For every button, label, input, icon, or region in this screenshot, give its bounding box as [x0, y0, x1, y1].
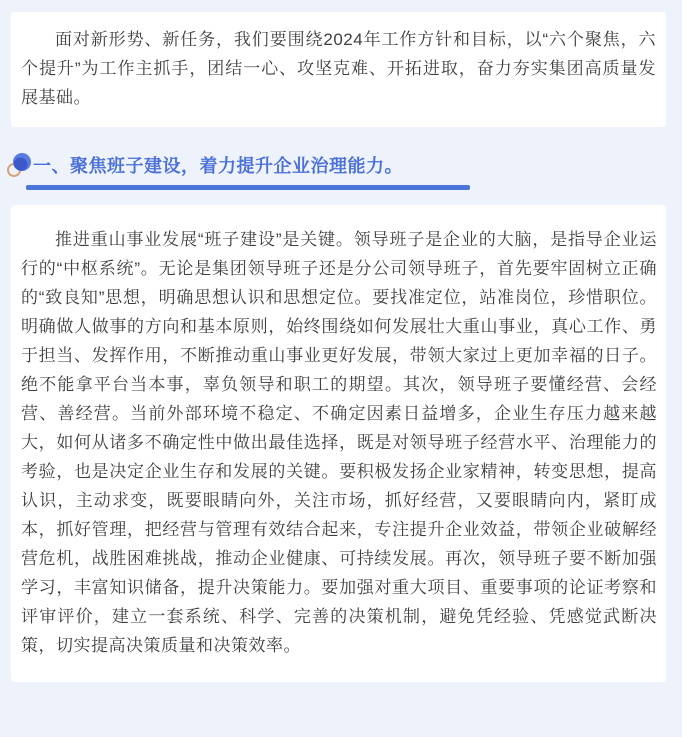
bullet-dot-icon [7, 153, 31, 177]
intro-card [11, 12, 666, 127]
intro-paragraph: 面对新形势、新任务，我们要围绕2024年工作方针和目标，以“六个聚焦，六个提升”为工作主抓手，团结一心、攻坚克难、开拓进取，奋力夯实集团高质量发展基础。 [21, 30, 656, 107]
body-card [11, 205, 666, 682]
section-title: 一、聚焦班子建设，着力提升企业治理能力。 [33, 156, 403, 176]
section-header [26, 152, 666, 190]
body-paragraph: 推进重山事业发展“班子建设”是关键。领导班子是企业的大脑，是指导企业运行的“中枢系统”。无论是集团领导班子还是分公司领导班子，首先要牢固树立正确的“致良知”思想，明确思想认识和思想定位。要找准定位，站准岗位，珍惜职位。明确做人做事的方向和基本原则，始终围绕如何发展壮大重山事业，真心工作、勇于担当、发挥作用，不断推动重山事业更好发展，带领大家过上更加幸福的日子。绝不能拿平台当本事，辜负领导和职工的期望。其次，领导班子要懂经营、会经营、善经营。当前外部环境不稳定、不确定因素日益增多，企业生存压力越来越大，如何从诸多不确定性中做出最佳选择，既是对领导班子经营水平、治理能力的考验，也是决定企业生存和发展的关键。要积极发扬企业家精神，转变思想，提高认识，主动求变，既要眼睛向外，关注市场，抓好经营，又要眼睛向内，紧盯成本，抓好管理，把经营与管理有效结合起来，专注提升企业效益，带领企业破解经营危机，战胜困难挑战，推动企业健康、可持续发展。再次，领导班子要不断加强学习，丰富知识储备，提升决策能力。要加强对重大项目、重要事项的论证考察和评审评价，建立一套系统、科学、完善的决策机制，避免凭经验、凭感觉武断决策，切实提高决策质量和决策效率。 [21, 230, 657, 655]
bullet-fill [13, 153, 31, 171]
title-underline [26, 185, 470, 190]
